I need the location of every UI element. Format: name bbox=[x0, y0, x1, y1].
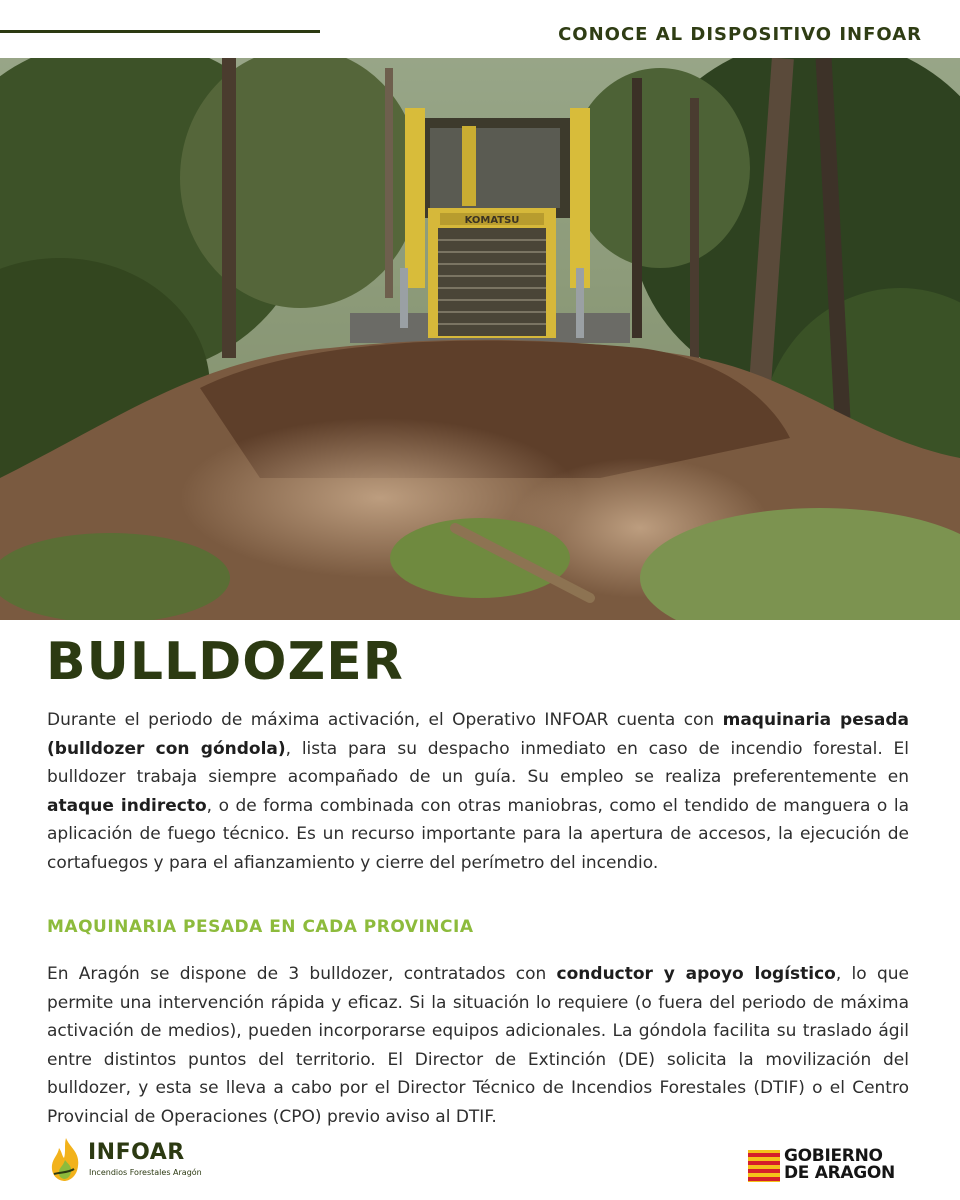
aragon-flag-icon bbox=[748, 1150, 780, 1182]
paragraph1-bold-1: maquinaria pesada (bulldozer con góndola) bbox=[47, 710, 909, 759]
gobierno-aragon-text bbox=[784, 1148, 895, 1182]
intro-paragraph bbox=[47, 706, 909, 877]
paragraph2-text-1: En Aragón se dispone de 3 bulldozer, contratados con bbox=[47, 964, 557, 984]
page-title: BULLDOZER bbox=[46, 632, 404, 692]
paragraph1-text-1: Durante el periodo de máxima activación, el Operativo INFOAR cuenta con bbox=[47, 710, 723, 730]
infoar-logo bbox=[48, 1136, 208, 1184]
infoar-tagline: Incendios Forestales Aragón bbox=[89, 1168, 202, 1177]
section-subheading: MAQUINARIA PESADA EN CADA PROVINCIA bbox=[47, 917, 474, 937]
svg-text:KOMATSU: KOMATSU bbox=[464, 215, 520, 226]
flame-icon bbox=[48, 1136, 84, 1182]
gobierno-aragon-logo bbox=[748, 1148, 908, 1188]
hero-photo bbox=[0, 58, 960, 620]
header-rule bbox=[0, 30, 320, 33]
gobierno-line-1: GOBIERNO bbox=[784, 1146, 883, 1166]
gobierno-line-2: DE ARAGON bbox=[784, 1163, 895, 1183]
section-kicker: CONOCE AL DISPOSITIVO INFOAR bbox=[558, 24, 922, 45]
paragraph2-bold-1: conductor y apoyo logístico bbox=[556, 964, 836, 984]
infoar-name: INFOAR bbox=[88, 1140, 185, 1165]
paragraph1-text-2: , lista para su despacho inmediato en caso de incendio forestal. El bulldozer trabaja siempre acompañado de un guía. Su empleo se realiza preferentemente en bbox=[47, 738, 909, 787]
paragraph1-text-3: , o de forma combinada con otras maniobras, como el tendido de manguera o la aplicación de fuego técnico. Es un recurso importante para la apertura de accesos, la ejecución de cortafuegos y para el afianzamiento y cierre del perímetro del incendio. bbox=[47, 795, 910, 873]
province-paragraph bbox=[47, 960, 909, 1131]
paragraph1-bold-2: ataque indirecto bbox=[47, 795, 207, 816]
paragraph2-text-2: , lo que permite una intervención rápida y eficaz. Si la situación lo requiere (o fuera del periodo de máxima activación de medios), pueden incorporarse equipos adicionales. La góndola facilita su traslado ágil entre distintos puntos del territorio. El Director de Extinción (DE) solicita la movilización del bulldozer, y esta se lleva a cabo por el Director Técnico de Incendios Forestales (DTIF) o el Centro Provincial de Operaciones (CPO) previo aviso al DTIF. bbox=[47, 964, 909, 1127]
top-bar bbox=[0, 0, 960, 58]
